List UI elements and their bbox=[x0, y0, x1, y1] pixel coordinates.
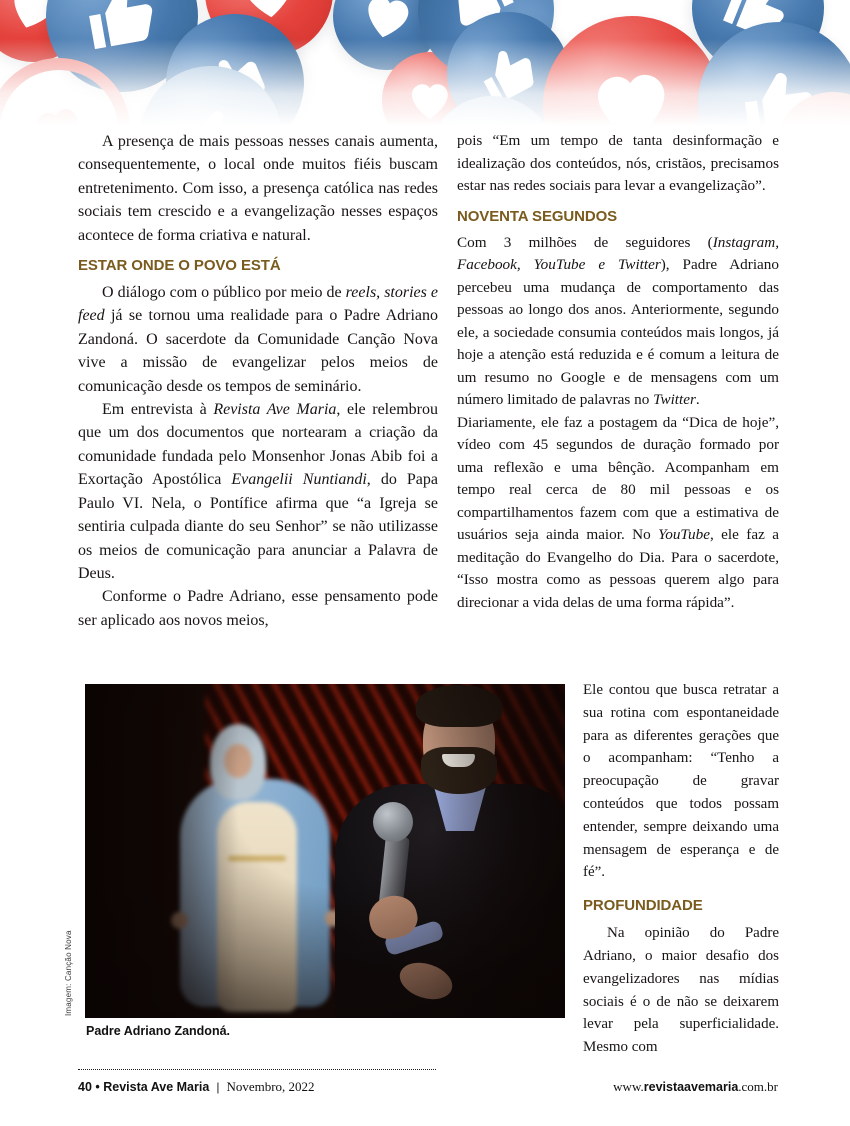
url-domain: revistaavemaria bbox=[643, 1080, 739, 1094]
paragraph: A presença de mais pessoas nesses canais aumenta, consequentemente, o local onde muitos fiéis buscam entretenimento. Com isso, a presença católica nas redes sociais tem crescido e a evangelização nesses espaços acontece de forma criativa e natural. bbox=[78, 133, 438, 244]
paragraph: pois “Em um tempo de tanta desinformação e idealização dos conteúdos, nós, cristãos, precisamos estar nas redes sociais para levar a evangelização”. bbox=[457, 132, 779, 194]
paragraph: Na opinião do Padre Adriano, o maior desafio dos evangelizadores nas mídias sociais é o de não se deixarem levar pela superficialidade. Mesmo com bbox=[583, 925, 779, 1056]
footer-issue-date: Novembro, 2022 bbox=[226, 1079, 315, 1094]
right-column-narrow bbox=[583, 679, 779, 1061]
left-column bbox=[78, 130, 438, 682]
footer-dotted-rule bbox=[78, 1069, 436, 1070]
photo-vignette bbox=[85, 684, 565, 1018]
section-heading-profundidade: PROFUNDIDADE bbox=[583, 897, 703, 915]
url-suffix: .com.br bbox=[738, 1079, 778, 1094]
footer-page-info bbox=[78, 1079, 315, 1095]
footer-separator: | bbox=[216, 1080, 220, 1094]
photo-caption: Padre Adriano Zandoná. bbox=[86, 1024, 231, 1038]
footer-website-url bbox=[613, 1079, 778, 1095]
paragraph: Ele contou que busca retratar a sua rotina com espontaneidade para as diferentes gerações que o acompanham: “Tenho a preocupação de gravar conteúdos que todos possam entender, sempre deixando uma mensagem de esperança e de fé”. bbox=[583, 682, 779, 881]
photo-credit: Imagem: Canção Nova bbox=[64, 930, 73, 1016]
footer-magazine-name: 40 • Revista Ave Maria bbox=[78, 1080, 210, 1094]
paragraph: O diálogo com o público por meio de reels, stories e feed já se tornou uma realidade para o Padre Adriano Zandoná. O sacerdote da Comunidade Canção Nova vive a missão de evangelizar pelos meios de comunicação desde os tempos de seminário. bbox=[78, 284, 438, 395]
paragraph: Diariamente, ele faz a postagem da “Dica de hoje”, vídeo com 45 segundos de duração formado por uma reflexão e uma bênção. Acompanham em tempo real cerca de 80 mil pessoas e os compartilhamentos fazem com que a estimativa de usuários seja ainda maior. No YouTube, ele faz a meditação do Evangelho do Dia. Para o sacerdote, “Isso mostra como as pessoas querem algo para direcionar a vida delas de uma forma rápida”. bbox=[457, 413, 779, 611]
paragraph: Conforme o Padre Adriano, esse pensamento pode ser aplicado aos novos meios, bbox=[78, 588, 438, 629]
paragraph: Com 3 milhões de seguidores (Instagram, Facebook, YouTube e Twitter), Padre Adriano percebeu uma mudança de comportamento das pessoas ao longo dos anos. Anteriormente, segundo ele, a sociedade consumia conteúdos mais longos, já hoje a atenção está reduzida e é comum a leitura de um resumo no Google e de mensagens com um número limitado de palavras no Twitter. bbox=[457, 233, 779, 408]
photo-padre-adriano bbox=[85, 684, 565, 1018]
banner-fade-overlay bbox=[0, 0, 850, 130]
url-prefix: www. bbox=[613, 1079, 644, 1094]
section-heading-estar-onde-o-povo-esta: ESTAR ONDE O POVO ESTÁ bbox=[78, 257, 281, 275]
section-heading-noventa-segundos: NOVENTA SEGUNDOS bbox=[457, 207, 618, 225]
paragraph: Em entrevista à Revista Ave Maria, ele relembrou que um dos documentos que nortearam a criação da comunidade fundada pelo Monsenhor Jonas Abib foi a Exortação Apostólica Evangelii Nuntiandi, do Papa Paulo VI. Nela, o Pontífice afirma que “a Igreja se sentiria culpada diante do seu Senhor” se não utilizasse os meios de comunicação para anunciar a Palavra de Deus. bbox=[78, 401, 438, 582]
right-column-top bbox=[457, 130, 779, 678]
footer bbox=[78, 1079, 778, 1095]
social-reactions-banner bbox=[0, 0, 850, 130]
